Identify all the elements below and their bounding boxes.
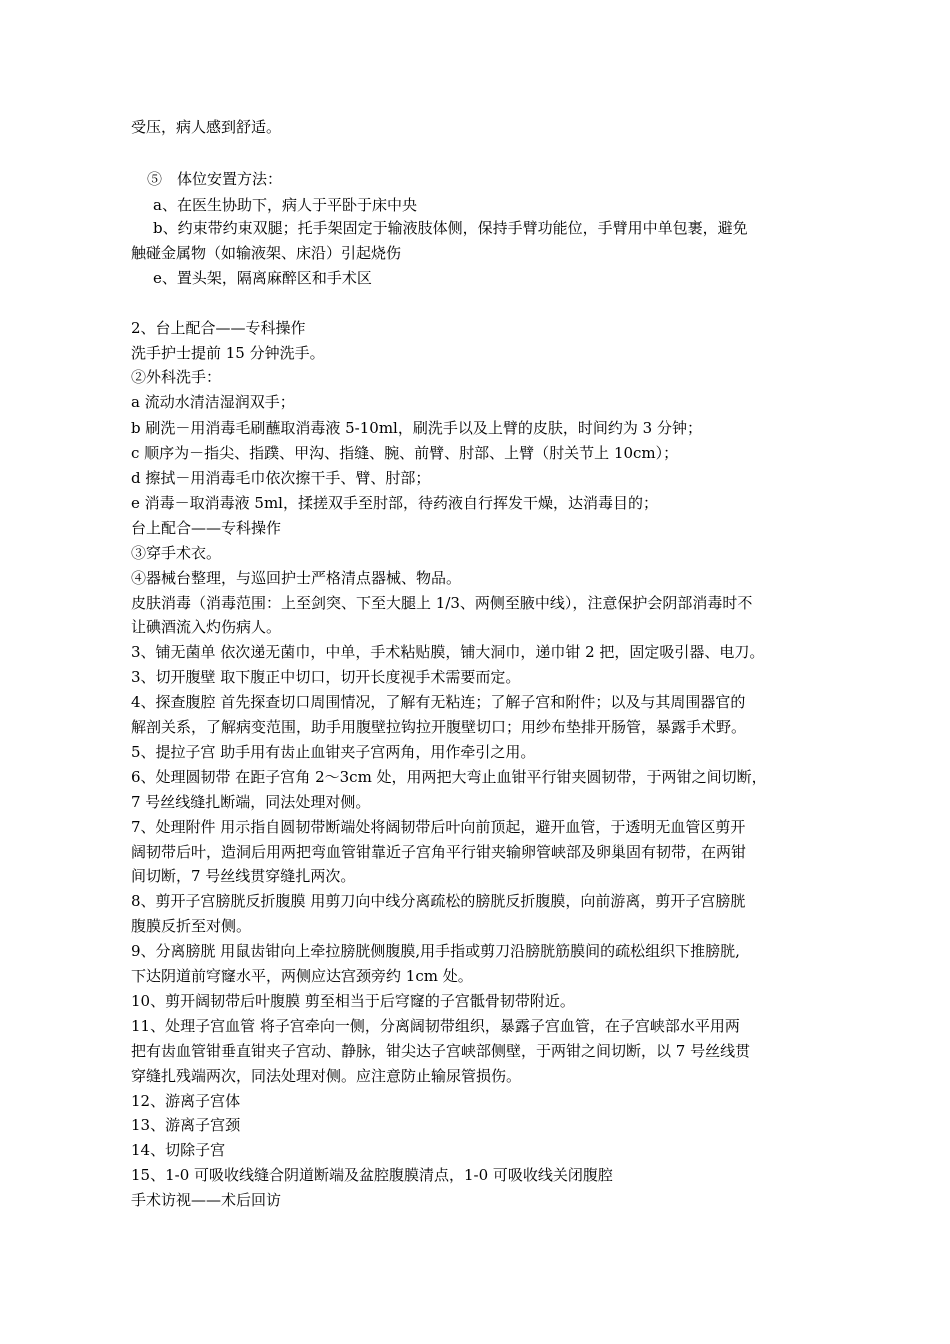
text-line-21: 3、切开腹壁 取下腹正中切口，切开长度视手术需要而定。 — [131, 668, 521, 686]
text-line-42: 手术访视——术后回访 — [131, 1191, 282, 1209]
text-line-18: 皮肤消毒（消毒范围：上至剑突、下至大腿上 1/3、两侧至腋中线），注意保护会阴部消毒时不 — [131, 594, 753, 612]
text-line-33: 下达阴道前穹窿水平，两侧应达宫颈旁约 1cm 处。 — [131, 967, 473, 985]
text-line-13: d 擦拭－用消毒毛巾依次擦干手、臂、肘部； — [131, 469, 431, 487]
text-line-20: 3、铺无菌单 依次递无菌巾，中单，手术粘贴膜，铺大洞巾，递巾钳 2 把，固定吸引器、电刀。 — [131, 643, 765, 661]
text-line-15: 台上配合——专科操作 — [131, 519, 282, 537]
text-line-37: 穿缝扎残端两次，同法处理对侧。应注意防止输尿管损伤。 — [131, 1067, 522, 1085]
text-line-2: ⑤ 体位安置方法： — [147, 170, 283, 188]
text-line-22: 4、探查腹腔 首先探查切口周围情况，了解有无粘连；了解子宫和附件；以及与其周围器官的 — [131, 693, 746, 711]
text-line-24: 5、提拉子宫 助手用有齿止血钳夹子宫两角，用作牵引之用。 — [131, 743, 536, 761]
text-line-35: 11、处理子宫血管 将子宫牵向一侧，分离阔韧带组织，暴露子宫血管，在子宫峡部水平用两 — [131, 1017, 740, 1035]
text-line-10: a 流动水清洁湿润双手； — [131, 393, 295, 411]
text-line-8: 洗手护士提前 15 分钟洗手。 — [131, 344, 325, 362]
text-line-9: ②外科洗手： — [131, 368, 222, 386]
text-line-30: 8、剪开子宫膀胱反折腹膜 用剪刀向中线分离疏松的膀胱反折腹膜，向前游离，剪开子宫膀胱 — [131, 892, 746, 910]
text-line-1: 受压，病人感到舒适。 — [131, 118, 282, 136]
text-line-26: 7 号丝线缝扎断端，同法处理对侧。 — [131, 793, 371, 811]
text-line-7: 2、台上配合——专科操作 — [131, 319, 306, 337]
text-line-11: b 刷洗－用消毒毛刷蘸取消毒液 5-10ml，刷洗手以及上臂的皮肤，时间约为 3 分钟； — [131, 419, 702, 437]
text-line-23: 解剖关系，了解病变范围，助手用腹壁拉钩拉开腹壁切口；用纱布垫排开肠管，暴露手术野。 — [131, 718, 747, 736]
text-line-39: 13、游离子宫颈 — [131, 1116, 241, 1134]
text-line-16: ③穿手术衣。 — [131, 544, 222, 562]
text-line-14: e 消毒－取消毒液 5ml，揉搓双手至肘部，待药液自行挥发干燥，达消毒目的； — [131, 494, 658, 512]
text-line-25: 6、处理圆韧带 在距子宫角 2～3cm 处，用两把大弯止血钳平行钳夹圆韧带，于两钳之间切断， — [131, 768, 767, 786]
text-line-41: 15、1-0 可吸收线缝合阴道断端及盆腔腹膜清点，1-0 可吸收线关闭腹腔 — [131, 1166, 613, 1184]
text-line-5: 触碰金属物（如输液架、床沿）引起烧伤 — [131, 244, 402, 262]
text-line-29: 间切断，7 号丝线贯穿缝扎两次。 — [131, 867, 356, 885]
text-line-4: b、约束带约束双腿；托手架固定于输液肢体侧，保持手臂功能位，手臂用中单包裹，避免 — [153, 219, 748, 237]
text-line-34: 10、剪开阔韧带后叶腹膜 剪至相当于后穹窿的子宫骶骨韧带附近。 — [131, 992, 575, 1010]
text-line-32: 9、分离膀胱 用鼠齿钳向上牵拉膀胱侧腹膜,用手指或剪刀沿膀胱筋膜间的疏松组织下推膀胱, — [131, 942, 740, 960]
text-line-6: e、置头架，隔离麻醉区和手术区 — [153, 269, 372, 287]
text-line-19: 让碘酒流入灼伤病人。 — [131, 618, 282, 636]
text-line-31: 腹膜反折至对侧。 — [131, 917, 252, 935]
text-line-38: 12、游离子宫体 — [131, 1092, 241, 1110]
text-line-3: a、在医生协助下，病人于平卧于床中央 — [153, 196, 417, 214]
text-line-27: 7、处理附件 用示指自圆韧带断端处将阔韧带后叶向前顶起，避开血管，于透明无血管区剪开 — [131, 818, 746, 836]
text-line-28: 阔韧带后叶，造洞后用两把弯血管钳靠近子宫角平行钳夹输卵管峡部及卵巢固有韧带，在两钳 — [131, 843, 747, 861]
text-line-17: ④器械台整理，与巡回护士严格清点器械、物品。 — [131, 569, 462, 587]
text-line-36: 把有齿血管钳垂直钳夹子宫动、静脉，钳尖达子宫峡部侧壁，于两钳之间切断，以 7 号丝线贯 — [131, 1042, 751, 1060]
text-line-40: 14、切除子宫 — [131, 1141, 226, 1159]
text-line-12: c 顺序为－指尖、指蹼、甲沟、指缝、腕、前臂、肘部、上臂（肘关节上 10cm）； — [131, 444, 679, 462]
